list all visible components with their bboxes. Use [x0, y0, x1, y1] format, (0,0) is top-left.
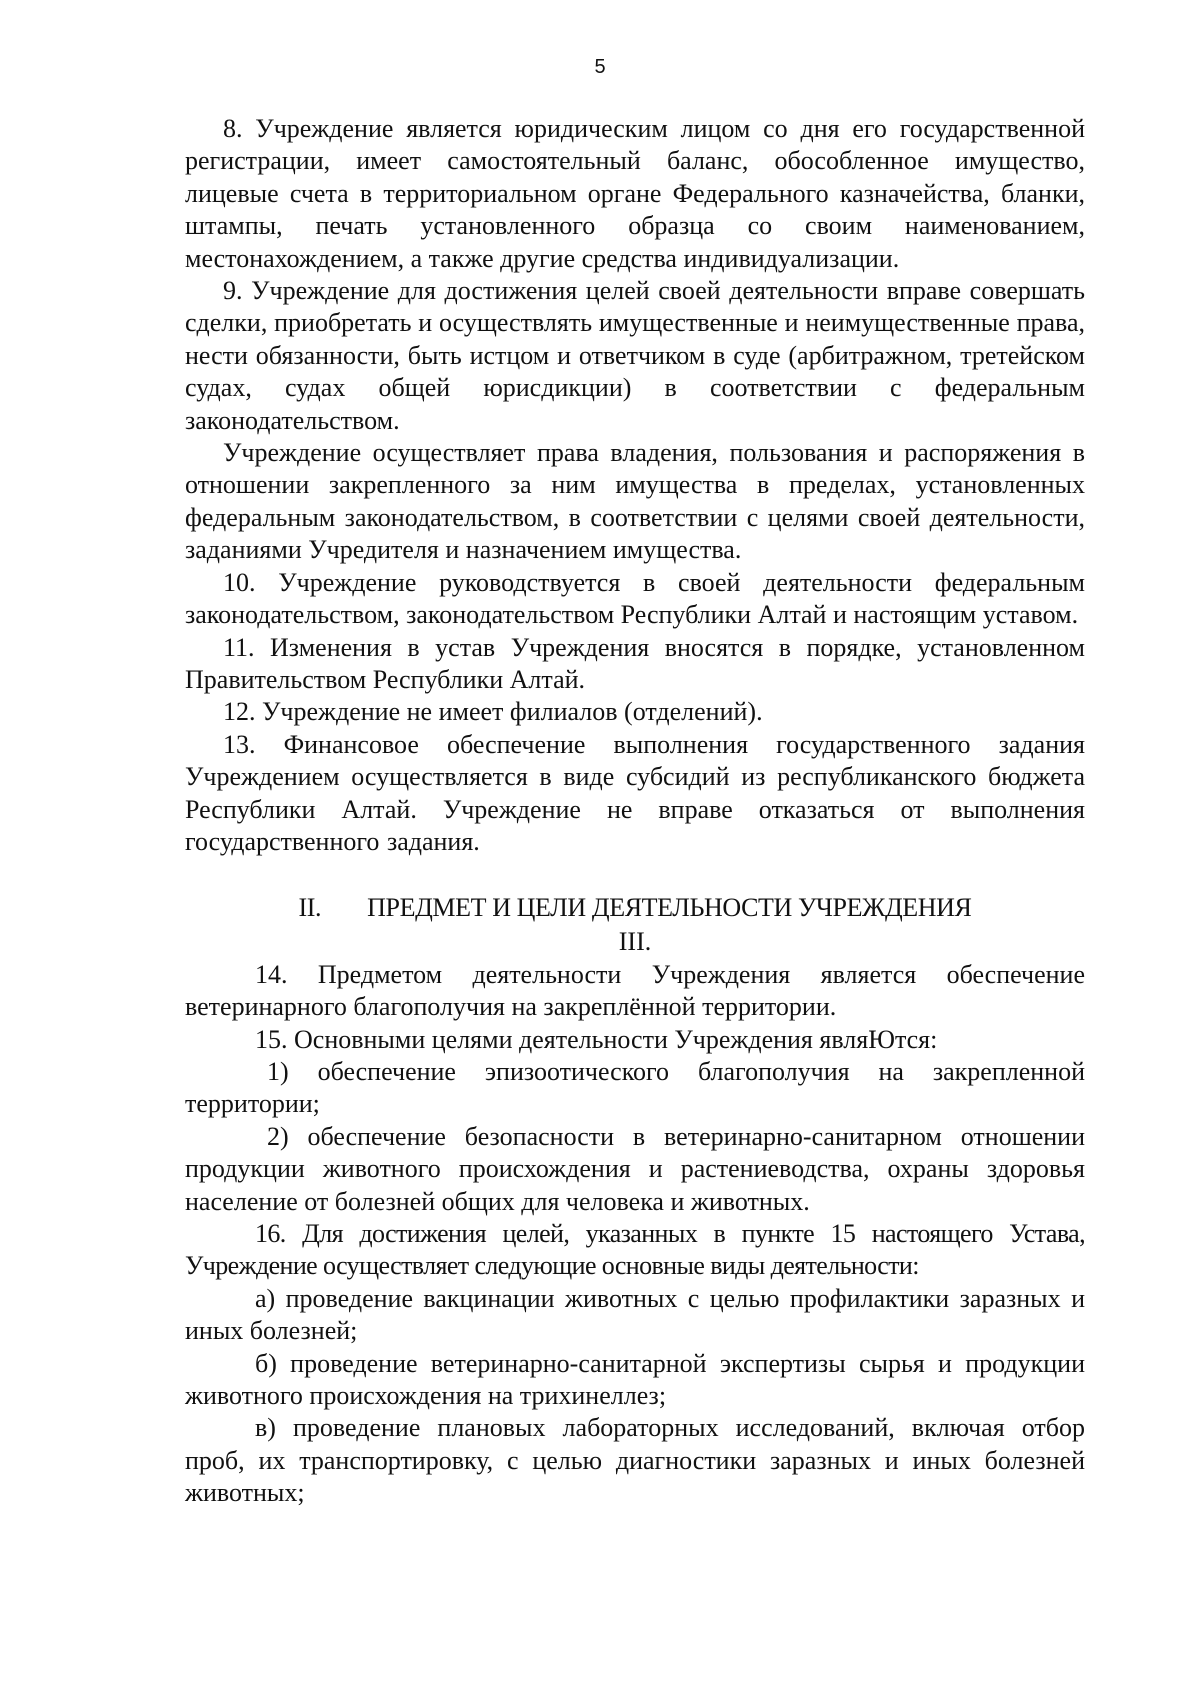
section-gap: [185, 858, 1085, 892]
activity-item-b: б) проведение ветеринарно-санитарной экспертизы сырья и продукции животного происхождения на трихинеллез;: [185, 1348, 1085, 1411]
page-number: 5: [594, 56, 606, 78]
activity-item-v: в) проведение плановых лабораторных исследований, включая отбор проб, их транспортировку, с целью диагностики заразных и иных болезней животных;: [185, 1413, 1085, 1508]
section-heading-extra: III.: [618, 926, 652, 956]
paragraph-13: 13. Финансовое обеспечение выполнения государственного задания Учреждением осуществляется в виде субсидий из республиканского бюджета Республики Алтай. Учреждение не вправе отказаться от выполнения государственного задания.: [185, 729, 1085, 856]
goal-item-2: 2) обеспечение безопасности в ветеринарно-санитарном отношении продукции животного происхождения и растениеводства, охраны здоровья население от болезней общих для человека и животных.: [185, 1121, 1085, 1216]
paragraph-9-property-rights: Учреждение осуществляет права владения, пользования и распоряжения в отношении закрепленного за ним имущества в пределах, установленных федеральным законодательством, в соответствии с целями своей деятельности, заданиями Учредителя и назначением имущества.: [185, 438, 1085, 565]
paragraph-15: 15. Основными целями деятельности Учреждения являЮтся:: [255, 1024, 938, 1054]
paragraph-11: 11. Изменения в устав Учреждения вносятся в порядке, установленном Правительством Республики Алтай.: [185, 632, 1085, 694]
document-body: [185, 113, 1085, 1510]
goal-item-1: 1) обеспечение эпизоотического благополучия на закрепленной территории;: [185, 1056, 1085, 1119]
section-heading: [185, 892, 1085, 924]
paragraph-9: 9. Учреждение для достижения целей своей деятельности вправе совершать сделки, приобретать и осуществлять имущественные и неимущественные права, нести обязанности, быть истцом и ответчиком в суде (арбитражном, третейском судах, судах общей юрисдикции) в соответствии с федеральным законодательством.: [185, 276, 1085, 435]
paragraph-14: 14. Предметом деятельности Учреждения является обеспечение ветеринарного благополучия на закреплённой территории.: [185, 959, 1085, 1022]
paragraph-16: 16. Для достижения целей, указанных в пункте 15 настоящего Устава, Учреждение осуществляет следующие основные виды деятельности:: [185, 1219, 1085, 1281]
section-title: ПРЕДМЕТ И ЦЕЛИ ДЕЯТЕЛЬНОСТИ УЧРЕЖДЕНИЯ: [367, 893, 972, 923]
activity-item-a: а) проведение вакцинации животных с целью профилактики заразных и иных болезней;: [185, 1283, 1085, 1346]
paragraph-8: 8. Учреждение является юридическим лицом со дня его государственной регистрации, имеет самостоятельный баланс, обособленное имущество, лицевые счета в территориальном органе Федерального казначейства, бланки, штампы, печать установленного образца со своим наименованием, местонахождением, а также другие средства индивидуализации.: [185, 114, 1085, 273]
paragraph-12: 12. Учреждение не имеет филиалов (отделений).: [223, 697, 763, 727]
paragraph-10: 10. Учреждение руководствуется в своей деятельности федеральным законодательством, законодательством Республики Алтай и настоящим уставом.: [185, 567, 1085, 630]
section-number: II.: [298, 893, 322, 923]
